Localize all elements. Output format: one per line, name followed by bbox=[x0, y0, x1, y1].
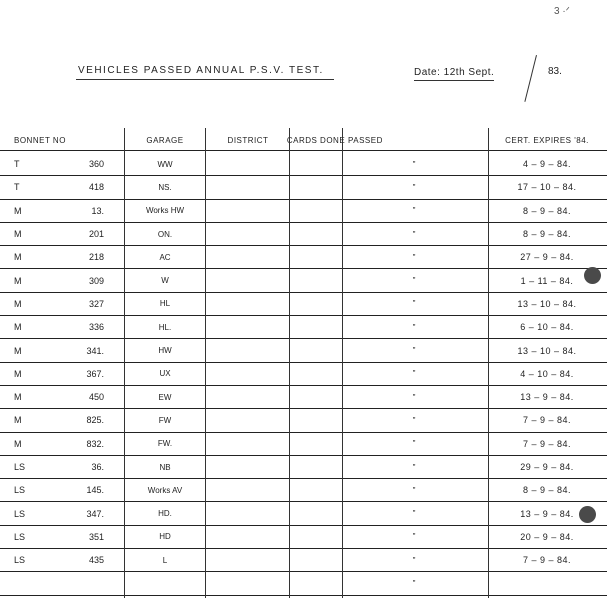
passed-ditto-mark: " bbox=[412, 485, 416, 495]
passed-ditto-mark: " bbox=[412, 299, 416, 309]
header-rule bbox=[0, 150, 607, 151]
bonnet-type: M bbox=[14, 252, 22, 263]
cert-expiry-date: 7 – 9 – 84. bbox=[522, 555, 572, 566]
bonnet-type: LS bbox=[14, 462, 26, 472]
table-row bbox=[0, 386, 607, 409]
table-row bbox=[0, 549, 607, 572]
bonnet-number: 341. bbox=[86, 345, 104, 356]
passed-ditto-mark: " bbox=[412, 182, 416, 192]
bonnet-number: 347. bbox=[86, 508, 104, 519]
cert-expiry-date: 8 – 9 – 84. bbox=[522, 205, 572, 216]
table-row bbox=[0, 433, 607, 456]
district bbox=[206, 572, 290, 594]
column-header-cards-done: CARDS DONE bbox=[286, 136, 346, 145]
cards-done bbox=[290, 316, 342, 338]
passed-ditto-mark: " bbox=[412, 252, 416, 262]
cards-done bbox=[290, 153, 342, 175]
passed-ditto-mark: " bbox=[412, 276, 416, 286]
garage-code: WW bbox=[157, 159, 173, 169]
garage-code: L bbox=[162, 555, 168, 565]
date-label: Date: 12th Sept. bbox=[414, 67, 495, 78]
cards-done bbox=[290, 176, 342, 198]
cert-expiry-date: 27 – 9 – 84. bbox=[520, 252, 574, 263]
district bbox=[206, 153, 290, 175]
cert-expiry-date: 6 – 10 – 84. bbox=[520, 322, 574, 333]
bonnet-type: M bbox=[14, 368, 22, 379]
passed-ditto-mark: " bbox=[412, 415, 416, 425]
passed-ditto-mark: " bbox=[412, 369, 416, 379]
bonnet-number: 360 bbox=[88, 159, 104, 170]
garage-code: HL bbox=[159, 299, 171, 309]
bonnet-number: 450 bbox=[88, 392, 104, 403]
cards-done bbox=[290, 572, 342, 594]
bonnet-type: M bbox=[14, 229, 22, 240]
cert-expiry-date: 17 – 10 – 84. bbox=[517, 182, 577, 193]
district bbox=[206, 479, 290, 501]
cert-expiry-date: 1 – 11 – 84. bbox=[520, 275, 574, 286]
bonnet-type: LS bbox=[14, 485, 26, 496]
bonnet-type: M bbox=[14, 392, 22, 403]
cards-done bbox=[290, 200, 342, 222]
table-row bbox=[0, 269, 607, 292]
garage-code: Works HW bbox=[145, 206, 185, 216]
table-row bbox=[0, 409, 607, 432]
table-row bbox=[0, 363, 607, 386]
passed-ditto-mark: " bbox=[412, 578, 416, 588]
bonnet-number: 201 bbox=[88, 229, 104, 240]
passed-ditto-mark: " bbox=[412, 346, 416, 356]
bonnet-type: M bbox=[14, 438, 22, 449]
punch-hole bbox=[579, 506, 596, 523]
bonnet-type: M bbox=[14, 275, 22, 286]
bonnet-number: 309 bbox=[88, 275, 104, 286]
table-row bbox=[0, 293, 607, 316]
district bbox=[206, 223, 290, 245]
cards-done bbox=[290, 526, 342, 548]
cards-done bbox=[290, 339, 342, 361]
garage-code: NB bbox=[159, 462, 171, 472]
cards-done bbox=[290, 293, 342, 315]
bonnet-type: M bbox=[14, 298, 22, 309]
page-title: VEHICLES PASSED ANNUAL P.S.V. TEST. bbox=[78, 65, 324, 76]
column-divider bbox=[488, 128, 489, 598]
district bbox=[206, 456, 290, 478]
cert-expiry-date: 20 – 9 – 84. bbox=[520, 531, 574, 542]
table-row bbox=[0, 502, 607, 525]
column-divider bbox=[205, 128, 206, 598]
bonnet-number: 832. bbox=[86, 438, 104, 449]
district bbox=[206, 316, 290, 338]
passed-ditto-mark: " bbox=[412, 509, 416, 519]
cards-done bbox=[290, 246, 342, 268]
garage-code bbox=[126, 572, 204, 594]
table-body bbox=[0, 153, 607, 596]
table-row bbox=[0, 200, 607, 223]
garage-code: HW bbox=[158, 346, 172, 356]
bonnet-number bbox=[62, 572, 114, 594]
cards-done bbox=[290, 456, 342, 478]
district bbox=[206, 176, 290, 198]
district bbox=[206, 200, 290, 222]
garage-code: W bbox=[161, 276, 169, 286]
punch-hole bbox=[584, 267, 601, 284]
bonnet-number: 36. bbox=[91, 462, 104, 472]
table-row bbox=[0, 176, 607, 199]
district bbox=[206, 363, 290, 385]
table-row bbox=[0, 572, 607, 595]
cert-expiry-date: 13 – 9 – 84. bbox=[520, 508, 574, 519]
bonnet-type: M bbox=[14, 205, 22, 216]
bonnet-number: 218 bbox=[88, 252, 104, 263]
corner-handwritten-mark: 3 ·ᐟ bbox=[554, 6, 570, 17]
cert-expiry-date: 8 – 9 – 84. bbox=[522, 485, 572, 496]
garage-code: HD bbox=[159, 532, 171, 542]
district bbox=[206, 386, 290, 408]
passed-ditto-mark: " bbox=[412, 439, 416, 449]
garage-code: ON. bbox=[157, 229, 173, 239]
garage-code: FW bbox=[158, 415, 172, 425]
table-row bbox=[0, 339, 607, 362]
table-row bbox=[0, 479, 607, 502]
cards-done bbox=[290, 502, 342, 524]
district bbox=[206, 246, 290, 268]
cards-done bbox=[290, 269, 342, 291]
column-divider bbox=[124, 128, 125, 598]
cards-done bbox=[290, 223, 342, 245]
passed-ditto-mark: " bbox=[412, 229, 416, 239]
cert-expiry-date: 4 – 9 – 84. bbox=[522, 159, 572, 170]
bonnet-number: 336 bbox=[88, 322, 104, 333]
cards-done bbox=[290, 549, 342, 571]
district bbox=[206, 502, 290, 524]
bonnet-number: 327 bbox=[88, 298, 104, 309]
garage-code: Works AV bbox=[147, 485, 183, 495]
bonnet-number: 145. bbox=[86, 485, 104, 496]
date-slash-mark bbox=[524, 55, 537, 102]
passed-ditto-mark: " bbox=[412, 392, 416, 402]
cert-expiry-date bbox=[490, 572, 604, 594]
table-row bbox=[0, 526, 607, 549]
table-row bbox=[0, 246, 607, 269]
cert-expiry-date: 7 – 9 – 84. bbox=[522, 438, 572, 449]
cert-expiry-date: 7 – 9 – 84. bbox=[522, 415, 572, 426]
bonnet-number: 367. bbox=[86, 368, 104, 379]
garage-code: FW. bbox=[157, 439, 173, 449]
column-header-district: DISTRICT bbox=[227, 136, 269, 145]
cards-done bbox=[290, 363, 342, 385]
bonnet-type: LS bbox=[14, 508, 26, 519]
table-row bbox=[0, 153, 607, 176]
cards-done bbox=[290, 433, 342, 455]
cert-expiry-date: 13 – 10 – 84. bbox=[517, 345, 577, 356]
bonnet-type: LS bbox=[14, 531, 26, 542]
bonnet-number: 418 bbox=[88, 182, 104, 193]
cert-expiry-date: 13 – 10 – 84. bbox=[517, 298, 577, 309]
table-row bbox=[0, 223, 607, 246]
passed-ditto-mark: " bbox=[412, 322, 416, 332]
garage-code: AC bbox=[159, 252, 171, 262]
bonnet-number: 435 bbox=[88, 555, 104, 566]
bonnet-type: LS bbox=[14, 555, 26, 566]
column-divider bbox=[342, 128, 343, 598]
garage-code: EW bbox=[158, 392, 172, 402]
district bbox=[206, 433, 290, 455]
passed-ditto-mark: " bbox=[412, 206, 416, 216]
district bbox=[206, 339, 290, 361]
district bbox=[206, 269, 290, 291]
table-row bbox=[0, 316, 607, 339]
bonnet-type: T bbox=[14, 182, 20, 193]
bonnet-type: M bbox=[14, 322, 22, 333]
cert-expiry-date: 29 – 9 – 84. bbox=[520, 462, 574, 472]
cert-expiry-date: 8 – 9 – 84. bbox=[522, 229, 572, 240]
column-header-cert-expires: CERT. EXPIRES '84. bbox=[505, 136, 589, 145]
passed-ditto-mark: " bbox=[412, 462, 416, 472]
cards-done bbox=[290, 479, 342, 501]
district bbox=[206, 293, 290, 315]
garage-code: UX bbox=[159, 369, 171, 379]
column-header-bonnet-no: BONNET NO bbox=[14, 136, 66, 145]
cert-expiry-date: 13 – 9 – 84. bbox=[520, 392, 574, 403]
passed-ditto-mark: " bbox=[412, 532, 416, 542]
cert-expiry-date: 4 – 10 – 84. bbox=[520, 368, 574, 379]
garage-code: HL. bbox=[158, 322, 172, 332]
cards-done bbox=[290, 386, 342, 408]
column-header-passed: PASSED bbox=[348, 136, 383, 145]
column-header-garage: GARAGE bbox=[146, 136, 184, 145]
column-divider bbox=[289, 128, 290, 598]
bonnet-number: 825. bbox=[86, 415, 104, 426]
table-row bbox=[0, 456, 607, 479]
district bbox=[206, 409, 290, 431]
date-year: 83. bbox=[548, 66, 562, 77]
cards-done bbox=[290, 409, 342, 431]
bonnet-type: M bbox=[14, 415, 22, 426]
bonnet-number: 13. bbox=[91, 205, 104, 216]
district bbox=[206, 549, 290, 571]
bonnet-number: 351 bbox=[88, 531, 104, 542]
passed-ditto-mark: " bbox=[412, 159, 416, 169]
bonnet-type bbox=[14, 572, 54, 594]
garage-code: NS. bbox=[158, 182, 172, 192]
passed-ditto-mark: " bbox=[412, 555, 416, 565]
district bbox=[206, 526, 290, 548]
garage-code: HD. bbox=[158, 509, 172, 519]
bonnet-type: M bbox=[14, 345, 22, 356]
bonnet-type: T bbox=[14, 159, 20, 170]
